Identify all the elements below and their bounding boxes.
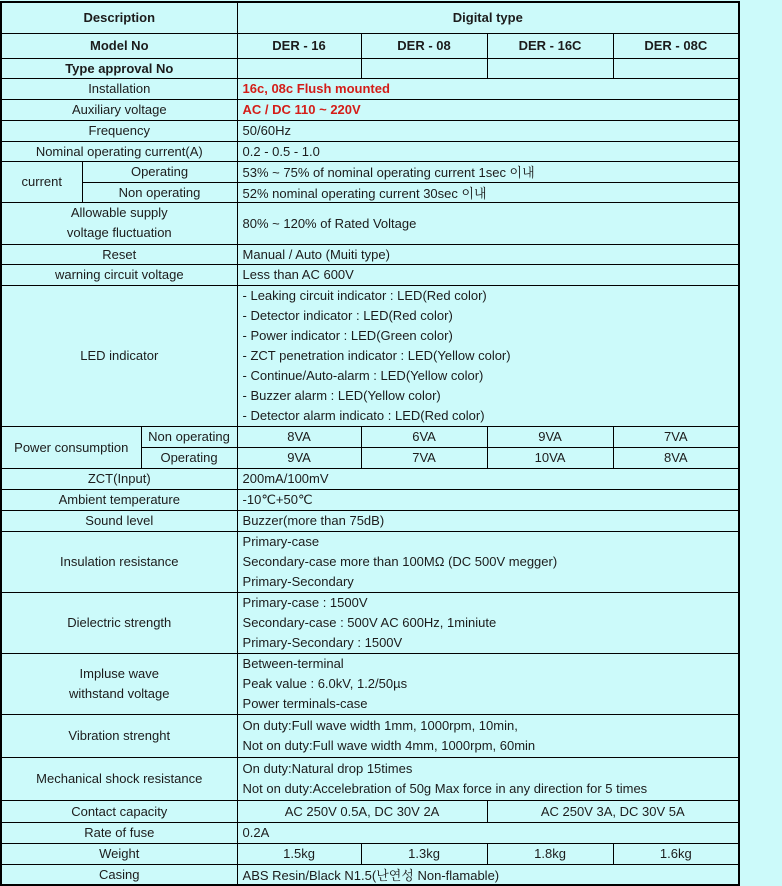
contact-capacity-row [1, 800, 739, 822]
dielectric-line-1: Primary-case : 1500V [242, 594, 368, 610]
reset-row [1, 244, 739, 264]
power-non-operating-row [1, 426, 739, 447]
sublabel-current-non-operating: Non operating [82, 182, 237, 202]
led-line-6: - Buzzer alarm : LED(Yellow color) [242, 387, 441, 403]
value-dielectric-strength [237, 592, 739, 653]
impulse-line-1: Between-terminal [242, 655, 344, 671]
label-power-consumption: Power consumption [1, 426, 141, 468]
label-impulse-wave-line2: withstand voltage [69, 685, 170, 701]
nominal-current-row [1, 141, 739, 161]
value-casing: ABS Resin/Black N1.5(난연성 Non-flamable) [237, 864, 739, 885]
warning-voltage-row [1, 264, 739, 285]
value-weight-2: 1.3kg [361, 843, 487, 864]
shock-line-2: Not on duty:Accelebration of 50g Max force in any direction for 5 times [242, 780, 648, 796]
led-line-3: - Power indicator : LED(Green color) [242, 327, 453, 343]
sublabel-current-operating: Operating [82, 161, 237, 182]
label-contact-capacity: Contact capacity [1, 800, 237, 822]
model-der-08: DER - 08 [361, 33, 487, 58]
value-reset: Manual / Auto (Muiti type) [237, 244, 739, 264]
label-impulse-wave [1, 653, 237, 714]
current-operating-row [1, 161, 739, 182]
allowable-supply-row [1, 202, 739, 244]
model-row [1, 33, 739, 58]
casing-row [1, 864, 739, 885]
impulse-wave-row [1, 653, 739, 714]
led-line-1: - Leaking circuit indicator : LED(Red color) [242, 287, 487, 303]
vibration-row [1, 714, 739, 757]
insulation-line-3: Primary-Secondary [242, 573, 354, 589]
value-power-non-op-1: 8VA [237, 426, 361, 447]
label-led-indicator: LED indicator [1, 285, 237, 426]
value-insulation-resistance [237, 531, 739, 592]
value-mechanical-shock [237, 757, 739, 800]
label-mechanical-shock: Mechanical shock resistance [1, 757, 237, 800]
label-type-approval: Type approval No [1, 58, 237, 78]
led-line-7: - Detector alarm indicato : LED(Red color) [242, 407, 485, 423]
label-sound-level: Sound level [1, 510, 237, 531]
label-insulation-resistance: Insulation resistance [1, 531, 237, 592]
label-ambient-temperature: Ambient temperature [1, 489, 237, 510]
type-approval-cell-3 [487, 58, 613, 78]
dielectric-strength-row [1, 592, 739, 653]
model-der-16c: DER - 16C [487, 33, 613, 58]
led-line-4: - ZCT penetration indicator : LED(Yellow color) [242, 347, 511, 363]
value-power-op-3: 10VA [487, 447, 613, 468]
value-power-op-2: 7VA [361, 447, 487, 468]
insulation-line-1: Primary-case [242, 533, 320, 549]
installation-row [1, 78, 739, 99]
value-current-non-operating: 52% nominal operating current 30sec 이내 [237, 182, 739, 202]
type-approval-cell-2 [361, 58, 487, 78]
ambient-temperature-row [1, 489, 739, 510]
value-warning-voltage: Less than AC 600V [237, 264, 739, 285]
label-impulse-wave-line1: Impluse wave [79, 665, 159, 681]
label-allowable-supply-line2: voltage fluctuation [66, 225, 172, 240]
vibration-line-2: Not on duty:Full wave width 4mm, 1000rpm, 60min [242, 737, 536, 753]
weight-row [1, 843, 739, 864]
value-allowable-supply: 80% ~ 120% of Rated Voltage [237, 202, 739, 244]
type-approval-row [1, 58, 739, 78]
led-line-2: - Detector indicator : LED(Red color) [242, 307, 453, 323]
vibration-line-1: On duty:Full wave width 1mm, 1000rpm, 10min, [242, 717, 518, 733]
label-weight: Weight [1, 843, 237, 864]
value-weight-3: 1.8kg [487, 843, 613, 864]
model-der-08c: DER - 08C [613, 33, 739, 58]
value-nominal-current: 0.2 - 0.5 - 1.0 [237, 141, 739, 161]
value-frequency: 50/60Hz [237, 120, 739, 141]
value-power-op-1: 9VA [237, 447, 361, 468]
frequency-row [1, 120, 739, 141]
header-digital-type: Digital type [237, 2, 739, 33]
value-ambient-temperature: -10℃+50℃ [237, 489, 739, 510]
label-nominal-current: Nominal operating current(A) [1, 141, 237, 161]
label-frequency: Frequency [1, 120, 237, 141]
zct-input-row [1, 468, 739, 489]
label-model-no: Model No [1, 33, 237, 58]
label-rate-of-fuse: Rate of fuse [1, 822, 237, 843]
label-dielectric-strength: Dielectric strength [1, 592, 237, 653]
label-vibration: Vibration strenght [1, 714, 237, 757]
value-vibration [237, 714, 739, 757]
dielectric-line-2: Secondary-case : 500V AC 600Hz, 1miniute [242, 614, 497, 630]
type-approval-cell-4 [613, 58, 739, 78]
insulation-resistance-row [1, 531, 739, 592]
auxiliary-voltage-row [1, 99, 739, 120]
sublabel-power-non-operating: Non operating [141, 426, 237, 447]
current-non-operating-row [1, 182, 739, 202]
header-description: Description [1, 2, 237, 33]
value-contact-capacity-1: AC 250V 0.5A, DC 30V 2A [237, 800, 487, 822]
value-rate-of-fuse: 0.2A [237, 822, 739, 843]
value-current-operating: 53% ~ 75% of nominal operating current 1sec 이내 [237, 161, 739, 182]
value-impulse-wave [237, 653, 739, 714]
label-allowable-supply-line1: Allowable supply [70, 205, 168, 220]
value-power-non-op-4: 7VA [613, 426, 739, 447]
rate-of-fuse-row [1, 822, 739, 843]
value-contact-capacity-2: AC 250V 3A, DC 30V 5A [487, 800, 739, 822]
label-zct-input: ZCT(Input) [1, 468, 237, 489]
label-auxiliary-voltage: Auxiliary voltage [1, 99, 237, 120]
label-warning-voltage: warning circuit voltage [1, 264, 237, 285]
label-allowable-supply [1, 202, 237, 244]
value-installation: 16c, 08c Flush mounted [237, 78, 739, 99]
value-power-non-op-2: 6VA [361, 426, 487, 447]
dielectric-line-3: Primary-Secondary : 1500V [242, 634, 403, 650]
impulse-line-2: Peak value : 6.0kV, 1.2/50µs [242, 675, 408, 691]
led-indicator-row [1, 285, 739, 426]
value-power-op-4: 8VA [613, 447, 739, 468]
label-casing: Casing [1, 864, 237, 885]
type-approval-cell-1 [237, 58, 361, 78]
value-zct-input: 200mA/100mV [237, 468, 739, 489]
sound-level-row [1, 510, 739, 531]
value-power-non-op-3: 9VA [487, 426, 613, 447]
impulse-line-3: Power terminals-case [242, 695, 368, 711]
mechanical-shock-row [1, 757, 739, 800]
value-weight-4: 1.6kg [613, 843, 739, 864]
label-current: current [1, 161, 82, 202]
value-weight-1: 1.5kg [237, 843, 361, 864]
led-line-5: - Continue/Auto-alarm : LED(Yellow color) [242, 367, 484, 383]
shock-line-1: On duty:Natural drop 15times [242, 760, 413, 776]
model-der-16: DER - 16 [237, 33, 361, 58]
insulation-line-2: Secondary-case more than 100MΩ (DC 500V megger) [242, 553, 558, 569]
header-row [1, 2, 739, 33]
value-led-indicator [237, 285, 739, 426]
sublabel-power-operating: Operating [141, 447, 237, 468]
value-auxiliary-voltage: AC / DC 110 ~ 220V [237, 99, 739, 120]
label-reset: Reset [1, 244, 237, 264]
spec-table [0, 1, 740, 886]
label-installation: Installation [1, 78, 237, 99]
value-sound-level: Buzzer(more than 75dB) [237, 510, 739, 531]
